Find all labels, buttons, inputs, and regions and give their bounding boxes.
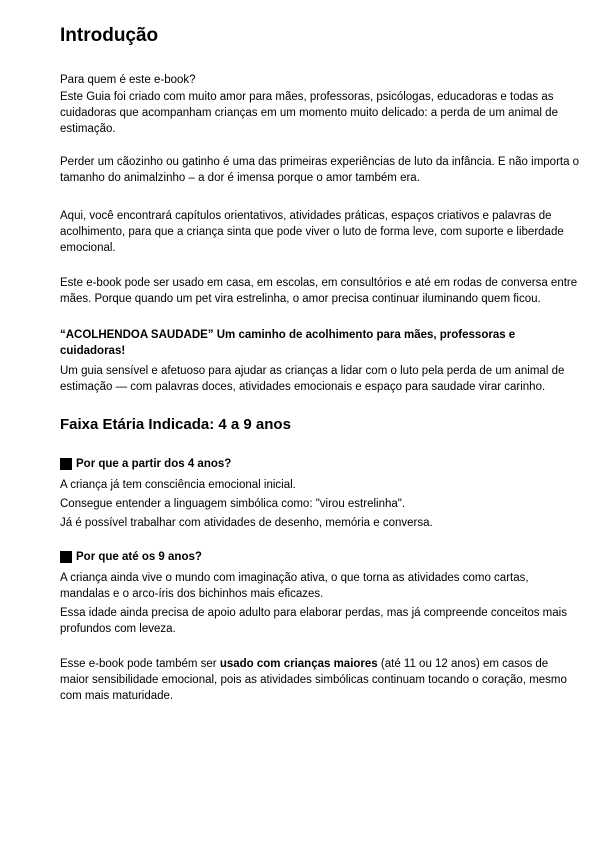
closing-paragraph (60, 656, 580, 704)
age-range-heading: Faixa Etária Indicada: 4 a 9 anos (60, 416, 291, 433)
page-title: Introdução (60, 25, 159, 46)
why-until-9-line: A criança ainda vive o mundo com imaginação ativa, o que torna as atividades como cartas, mandalas e o arco-íris dos bichinhos mais eficazes. (60, 572, 529, 600)
why-from-4-line: Consegue entender a linguagem simbólica como: "virou estrelinha". (60, 498, 406, 510)
why-until-9-line: Essa idade ainda precisa de apoio adulto para elaborar perdas, mas já compreende conceitos mais profundos com leveza. (60, 607, 567, 635)
why-from-4-line: Já é possível trabalhar com atividades de desenho, memória e conversa. (60, 517, 433, 529)
why-from-4-heading (60, 458, 231, 470)
intro-question: Para quem é este e-book? (60, 74, 196, 86)
intro-paragraph-2: Perder um cãozinho ou gatinho é uma das primeiras experiências de luto da infância. E não importa o tamanho do animalzinho – a dor é imensa porque o amor também era. (60, 156, 580, 184)
intro-paragraph-3: Aqui, você encontrará capítulos orientativos, atividades práticas, espaços criativos e palavras de acolhimento, para que a criança sinta que pode viver o luto de forma leve, com suporte e liberdade emocional. (60, 210, 564, 254)
closing-text-start: Esse e-book pode também ser (60, 658, 220, 670)
black-square-icon (60, 458, 72, 470)
closing-text-bold: usado com crianças maiores (219, 658, 378, 670)
closing-text-end: (até 11 ou 12 anos) em casos de maior sensibilidade emocional, pois as atividades simbólicas continuam tocando o coração, mesmo com mais maturidade. (60, 658, 567, 702)
tagline: “ACOLHENDOA SAUDADE” Um caminho de acolhimento para mães, professoras e cuidadoras! (60, 329, 516, 357)
why-from-4-line: A criança já tem consciência emocional inicial. (60, 479, 296, 491)
intro-paragraph-1: Este Guia foi criado com muito amor para mães, professoras, psicólogas, educadoras e todas as cuidadoras que acompanham crianças em um momento muito delicado: a perda de um animal de estimação. (60, 91, 558, 135)
why-until-9-heading-text: Por que até os 9 anos? (76, 551, 202, 563)
intro-paragraph-4: Este e-book pode ser usado em casa, em escolas, em consultórios e até em rodas de conversa entre mães. Porque quando um pet vira estrelinha, o amor precisa continuar iluminando quem ficou. (60, 277, 578, 305)
why-until-9-heading (60, 551, 202, 563)
why-from-4-heading-text: Por que a partir dos 4 anos? (76, 458, 232, 470)
intro-paragraph-5: Um guia sensível e afetuoso para ajudar as crianças a lidar com o luto pela perda de um animal de estimação — com palavras doces, atividades emocionais e espaço para saudade virar carinho. (60, 365, 565, 393)
black-square-icon (60, 551, 72, 563)
